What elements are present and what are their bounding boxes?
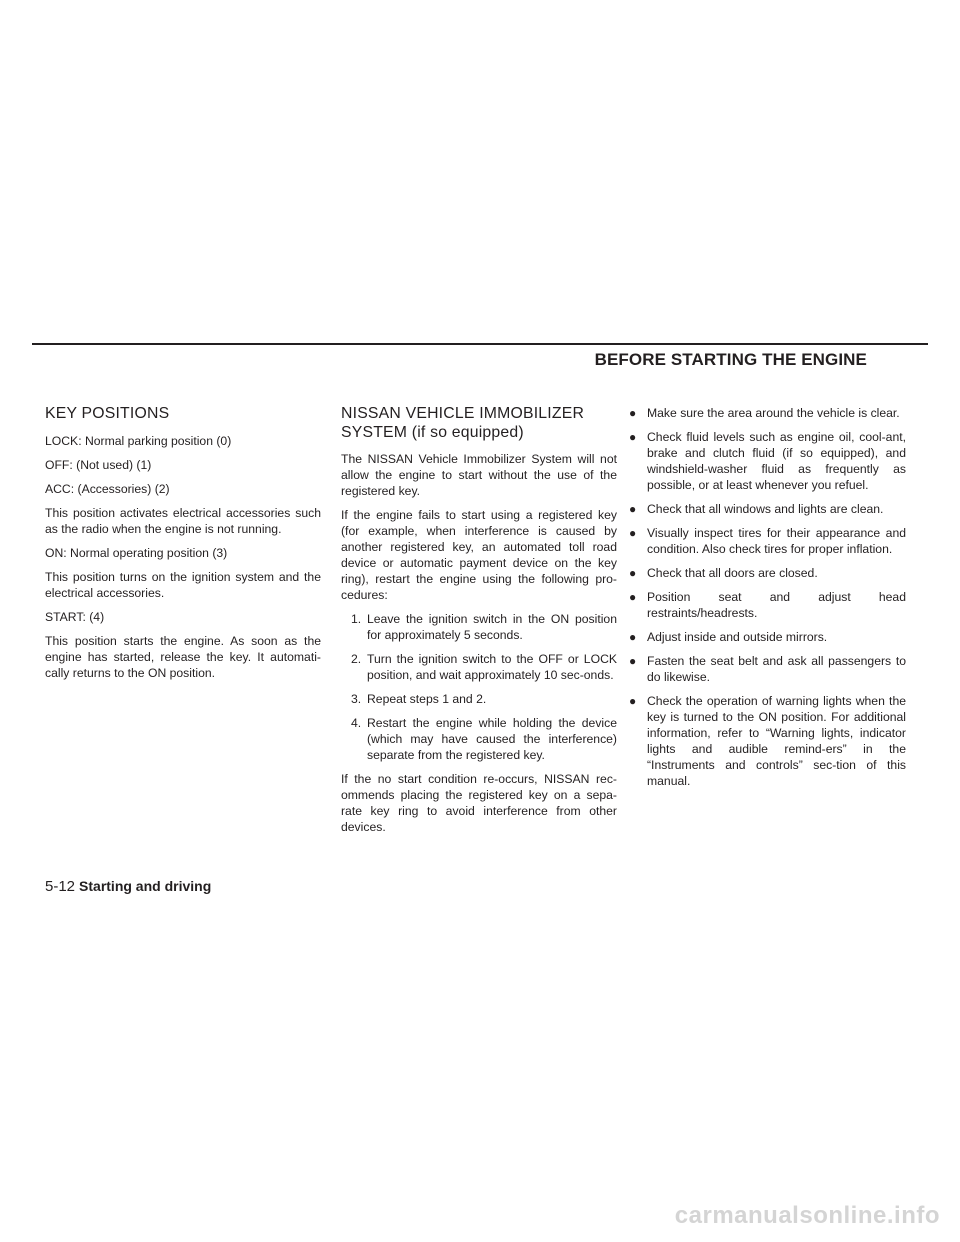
key-positions-column — [45, 404, 321, 689]
page-number: 5-12 — [45, 878, 76, 895]
step-number: 3. — [351, 692, 362, 706]
checklist-item — [629, 429, 906, 493]
immobilizer-heading-line2: SYSTEM (if so equipped) — [341, 424, 524, 441]
paragraph: This position starts the engine. As soon as the engine has started, release the key. It automati-cally returns to the ON position. — [45, 634, 321, 680]
step-text: Leave the ignition switch in the ON position for approximately 5 seconds. — [367, 612, 617, 642]
procedure-steps — [341, 611, 617, 763]
paragraph: ACC: (Accessories) (2) — [45, 482, 170, 496]
paragraph: OFF: (Not used) (1) — [45, 458, 152, 472]
bullet-icon: ● — [629, 502, 637, 516]
checklist-item — [629, 501, 906, 517]
immobilizer-heading — [341, 404, 617, 442]
bullet-icon: ● — [629, 566, 637, 580]
immobilizer-column — [341, 404, 617, 843]
bullet-icon: ● — [629, 654, 637, 668]
step-number: 4. — [351, 716, 362, 730]
key-positions-heading: KEY POSITIONS — [45, 405, 170, 422]
checklist-text: Visually inspect tires for their appearance and condition. Also check tires for proper inflation. — [647, 526, 906, 556]
step-number: 2. — [351, 652, 362, 666]
step-item — [341, 691, 617, 707]
step-number: 1. — [351, 612, 362, 626]
paragraph: LOCK: Normal parking position (0) — [45, 434, 232, 448]
checklist-item — [629, 565, 906, 581]
checklist-item — [629, 693, 906, 789]
immobilizer-outro: If the no start condition re-occurs, NISSAN rec-ommends placing the registered key on a sepa-rate key ring to avoid interference from other devices. — [341, 772, 617, 834]
step-item — [341, 715, 617, 763]
bullet-icon: ● — [629, 590, 637, 604]
checklist-text: Check fluid levels such as engine oil, cool-ant, brake and clutch fluid (if so equipped), and windshield-washer fluid as frequently as possible, or at least whenever you refuel. — [647, 430, 906, 492]
paragraph: This position turns on the ignition system and the electrical accessories. — [45, 570, 321, 600]
step-item — [341, 611, 617, 643]
checklist-text: Fasten the seat belt and ask all passengers to do likewise. — [647, 654, 906, 684]
immobilizer-fail-text: If the engine fails to start using a registered key (for example, when interference is caused by another registered key, an automated toll road device or automatic payment device on the key ring), restart the engine using the following pro-cedures: — [341, 508, 617, 602]
checklist-item — [629, 629, 906, 645]
bullet-icon: ● — [629, 630, 637, 644]
paragraph: START: (4) — [45, 610, 105, 624]
checklist-text: Make sure the area around the vehicle is clear. — [647, 406, 900, 420]
checklist-text: Check that all doors are closed. — [647, 566, 818, 580]
checklist-item — [629, 525, 906, 557]
bullet-icon: ● — [629, 694, 637, 708]
bullet-icon: ● — [629, 406, 637, 420]
bullet-icon: ● — [629, 430, 637, 444]
immobilizer-heading-line1: NISSAN VEHICLE IMMOBILIZER — [341, 405, 585, 422]
watermark: carmanualsonline.info — [674, 1202, 940, 1229]
checklist-item — [629, 405, 906, 421]
checklist-text: Check the operation of warning lights when the key is turned to the ON position. For additional information, refer to “Warning lights, indicator lights and audible remind-ers” in the “Instruments and controls” sec-tion of this manual. — [647, 694, 906, 788]
checklist-text: Position seat and adjust head restraints/headrests. — [647, 590, 906, 620]
checklist-item — [629, 653, 906, 685]
checklist-column — [629, 405, 906, 797]
footer-section-name: Starting and driving — [79, 878, 212, 894]
header-rule — [32, 343, 928, 345]
step-text: Repeat steps 1 and 2. — [367, 692, 487, 706]
step-text: Turn the ignition switch to the OFF or LOCK position, and wait approximately 10 sec-onds. — [367, 652, 617, 682]
checklist-text: Adjust inside and outside mirrors. — [647, 630, 828, 644]
bullet-icon: ● — [629, 526, 637, 540]
paragraph: This position activates electrical accessories such as the radio when the engine is not running. — [45, 506, 321, 536]
section-title: BEFORE STARTING THE ENGINE — [594, 350, 867, 369]
step-text: Restart the engine while holding the device (which may have caused the interference) separate from the registered key. — [367, 716, 617, 762]
checklist-item — [629, 589, 906, 621]
checklist-text: Check that all windows and lights are clean. — [647, 502, 884, 516]
page-footer — [45, 878, 211, 895]
paragraph: ON: Normal operating position (3) — [45, 546, 228, 560]
step-item — [341, 651, 617, 683]
immobilizer-intro: The NISSAN Vehicle Immobilizer System will not allow the engine to start without the use of the registered key. — [341, 452, 617, 498]
